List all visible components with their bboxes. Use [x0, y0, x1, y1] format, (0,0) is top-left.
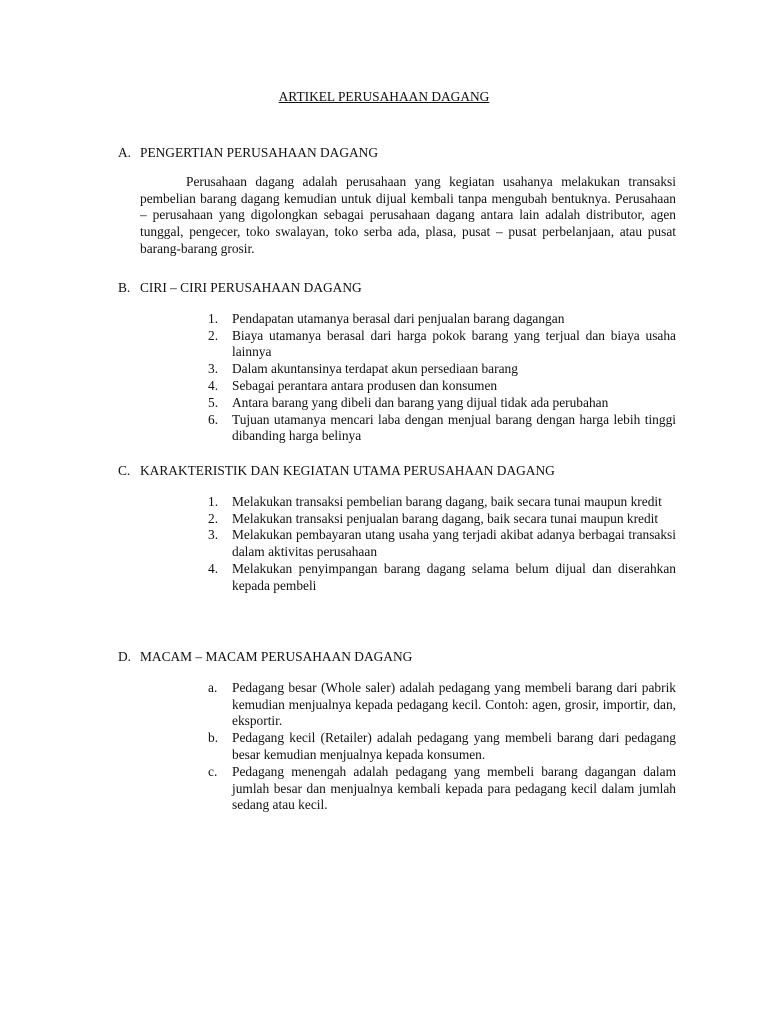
list-marker: a. — [208, 679, 218, 695]
list-marker: 3. — [208, 527, 219, 543]
list-item-text: Melakukan pembayaran utang usaha yang terjadi akibat adanya berbagai transaksi dalam aktivitas perusahaan — [232, 527, 676, 560]
list-marker: 2. — [208, 510, 219, 526]
list-item-text: Pedagang besar (Whole saler) adalah pedagang yang membeli barang dari pabrik kemudian menjualnya kepada pedagang kecil. Contoh: agen, grosir, importir, dan, eksportir. — [232, 679, 676, 729]
section-ciri — [118, 280, 676, 445]
section-paragraph: Perusahaan dagang adalah perusahaan yang kegiatan usahanya melakukan transaksi pembelian barang dagang kemudian untuk dijual kembali tanpa mengubah bentuknya. Perusahaan – perusahaan yang digolongkan sebagai perusahaan dagang antara lain adalah distributor, agen tunggal, pengecer, toko swalayan, toko serba ada, plasa, pusat – pusat perbelanjaan, atau pusat barang-barang grosir. — [140, 173, 676, 256]
section-letter: A. — [118, 145, 132, 160]
list-item — [208, 378, 676, 395]
list-marker: b. — [208, 730, 219, 746]
list-item-text: Biaya utamanya berasal dari harga pokok barang yang terjual dan biaya usaha lainnya — [232, 327, 676, 360]
section-heading-text: CIRI – CIRI PERUSAHAAN DAGANG — [140, 280, 362, 295]
list-marker: 5. — [208, 394, 219, 410]
section-heading — [118, 280, 676, 297]
list-marker: 2. — [208, 327, 219, 343]
list-item — [208, 494, 676, 511]
section-heading-text: PENGERTIAN PERUSAHAAN DAGANG — [140, 145, 378, 160]
list-item-text: Melakukan penyimpangan barang dagang selama belum dijual dan diserahkan kepada pembeli — [232, 560, 676, 593]
section-heading-text: MACAM – MACAM PERUSAHAAN DAGANG — [140, 649, 413, 664]
list-item — [208, 561, 676, 595]
list-item — [208, 328, 676, 362]
list-item — [208, 527, 676, 561]
list-item-text: Antara barang yang dibeli dan barang yang dijual tidak ada perubahan — [232, 394, 609, 410]
section-letter: C. — [118, 463, 131, 478]
section-heading — [118, 649, 676, 666]
section-heading — [118, 145, 676, 162]
list-marker: 1. — [208, 493, 219, 509]
list-item — [208, 764, 676, 814]
list-item — [208, 395, 676, 412]
list-item-text: Pendapatan utamanya berasal dari penjualan barang dagangan — [232, 310, 565, 326]
list-item — [208, 511, 676, 528]
numbered-list — [118, 311, 676, 445]
list-item — [208, 412, 676, 446]
section-heading — [118, 463, 676, 480]
document-title: ARTIKEL PERUSAHAAN DAGANG — [278, 89, 490, 104]
list-marker: 3. — [208, 361, 219, 377]
section-macam — [118, 649, 676, 814]
list-item — [208, 311, 676, 328]
list-marker: 4. — [208, 377, 219, 393]
section-pengertian — [118, 145, 676, 258]
section-heading-text: KARAKTERISTIK DAN KEGIATAN UTAMA PERUSAHAAN DAGANG — [140, 463, 555, 478]
list-marker: 4. — [208, 560, 219, 576]
list-marker: c. — [208, 763, 218, 779]
section-letter: B. — [118, 280, 131, 295]
list-item-text: Sebagai perantara antara produsen dan konsumen — [232, 377, 498, 393]
list-item — [208, 680, 676, 730]
list-item — [208, 361, 676, 378]
list-item-text: Melakukan transaksi pembelian barang dagang, baik secara tunai maupun kredit — [232, 493, 662, 509]
list-item — [208, 730, 676, 764]
list-item-text: Melakukan transaksi penjualan barang dagang, baik secara tunai maupun kredit — [232, 510, 659, 526]
numbered-list — [118, 494, 676, 595]
list-marker: 1. — [208, 310, 219, 326]
section-karakteristik — [118, 463, 676, 595]
list-item-text: Pedagang kecil (Retailer) adalah pedagang yang membeli barang dari pedagang besar kemudian menjualnya kepada konsumen. — [232, 730, 676, 762]
list-item-text: Pedagang menengah adalah pedagang yang membeli barang dagangan dalam jumlah besar dan menjualnya kembali kepada para pedagang kecil dalam jumlah sedang atau kecil. — [232, 763, 676, 813]
list-marker: 6. — [208, 411, 219, 427]
lettered-list — [118, 680, 676, 814]
section-letter: D. — [118, 649, 132, 664]
list-item-text: Tujuan utamanya mencari laba dengan menjual barang dengan harga lebih tinggi dibanding harga belinya — [232, 411, 676, 444]
list-item-text: Dalam akuntansinya terdapat akun persediaan barang — [232, 361, 518, 377]
